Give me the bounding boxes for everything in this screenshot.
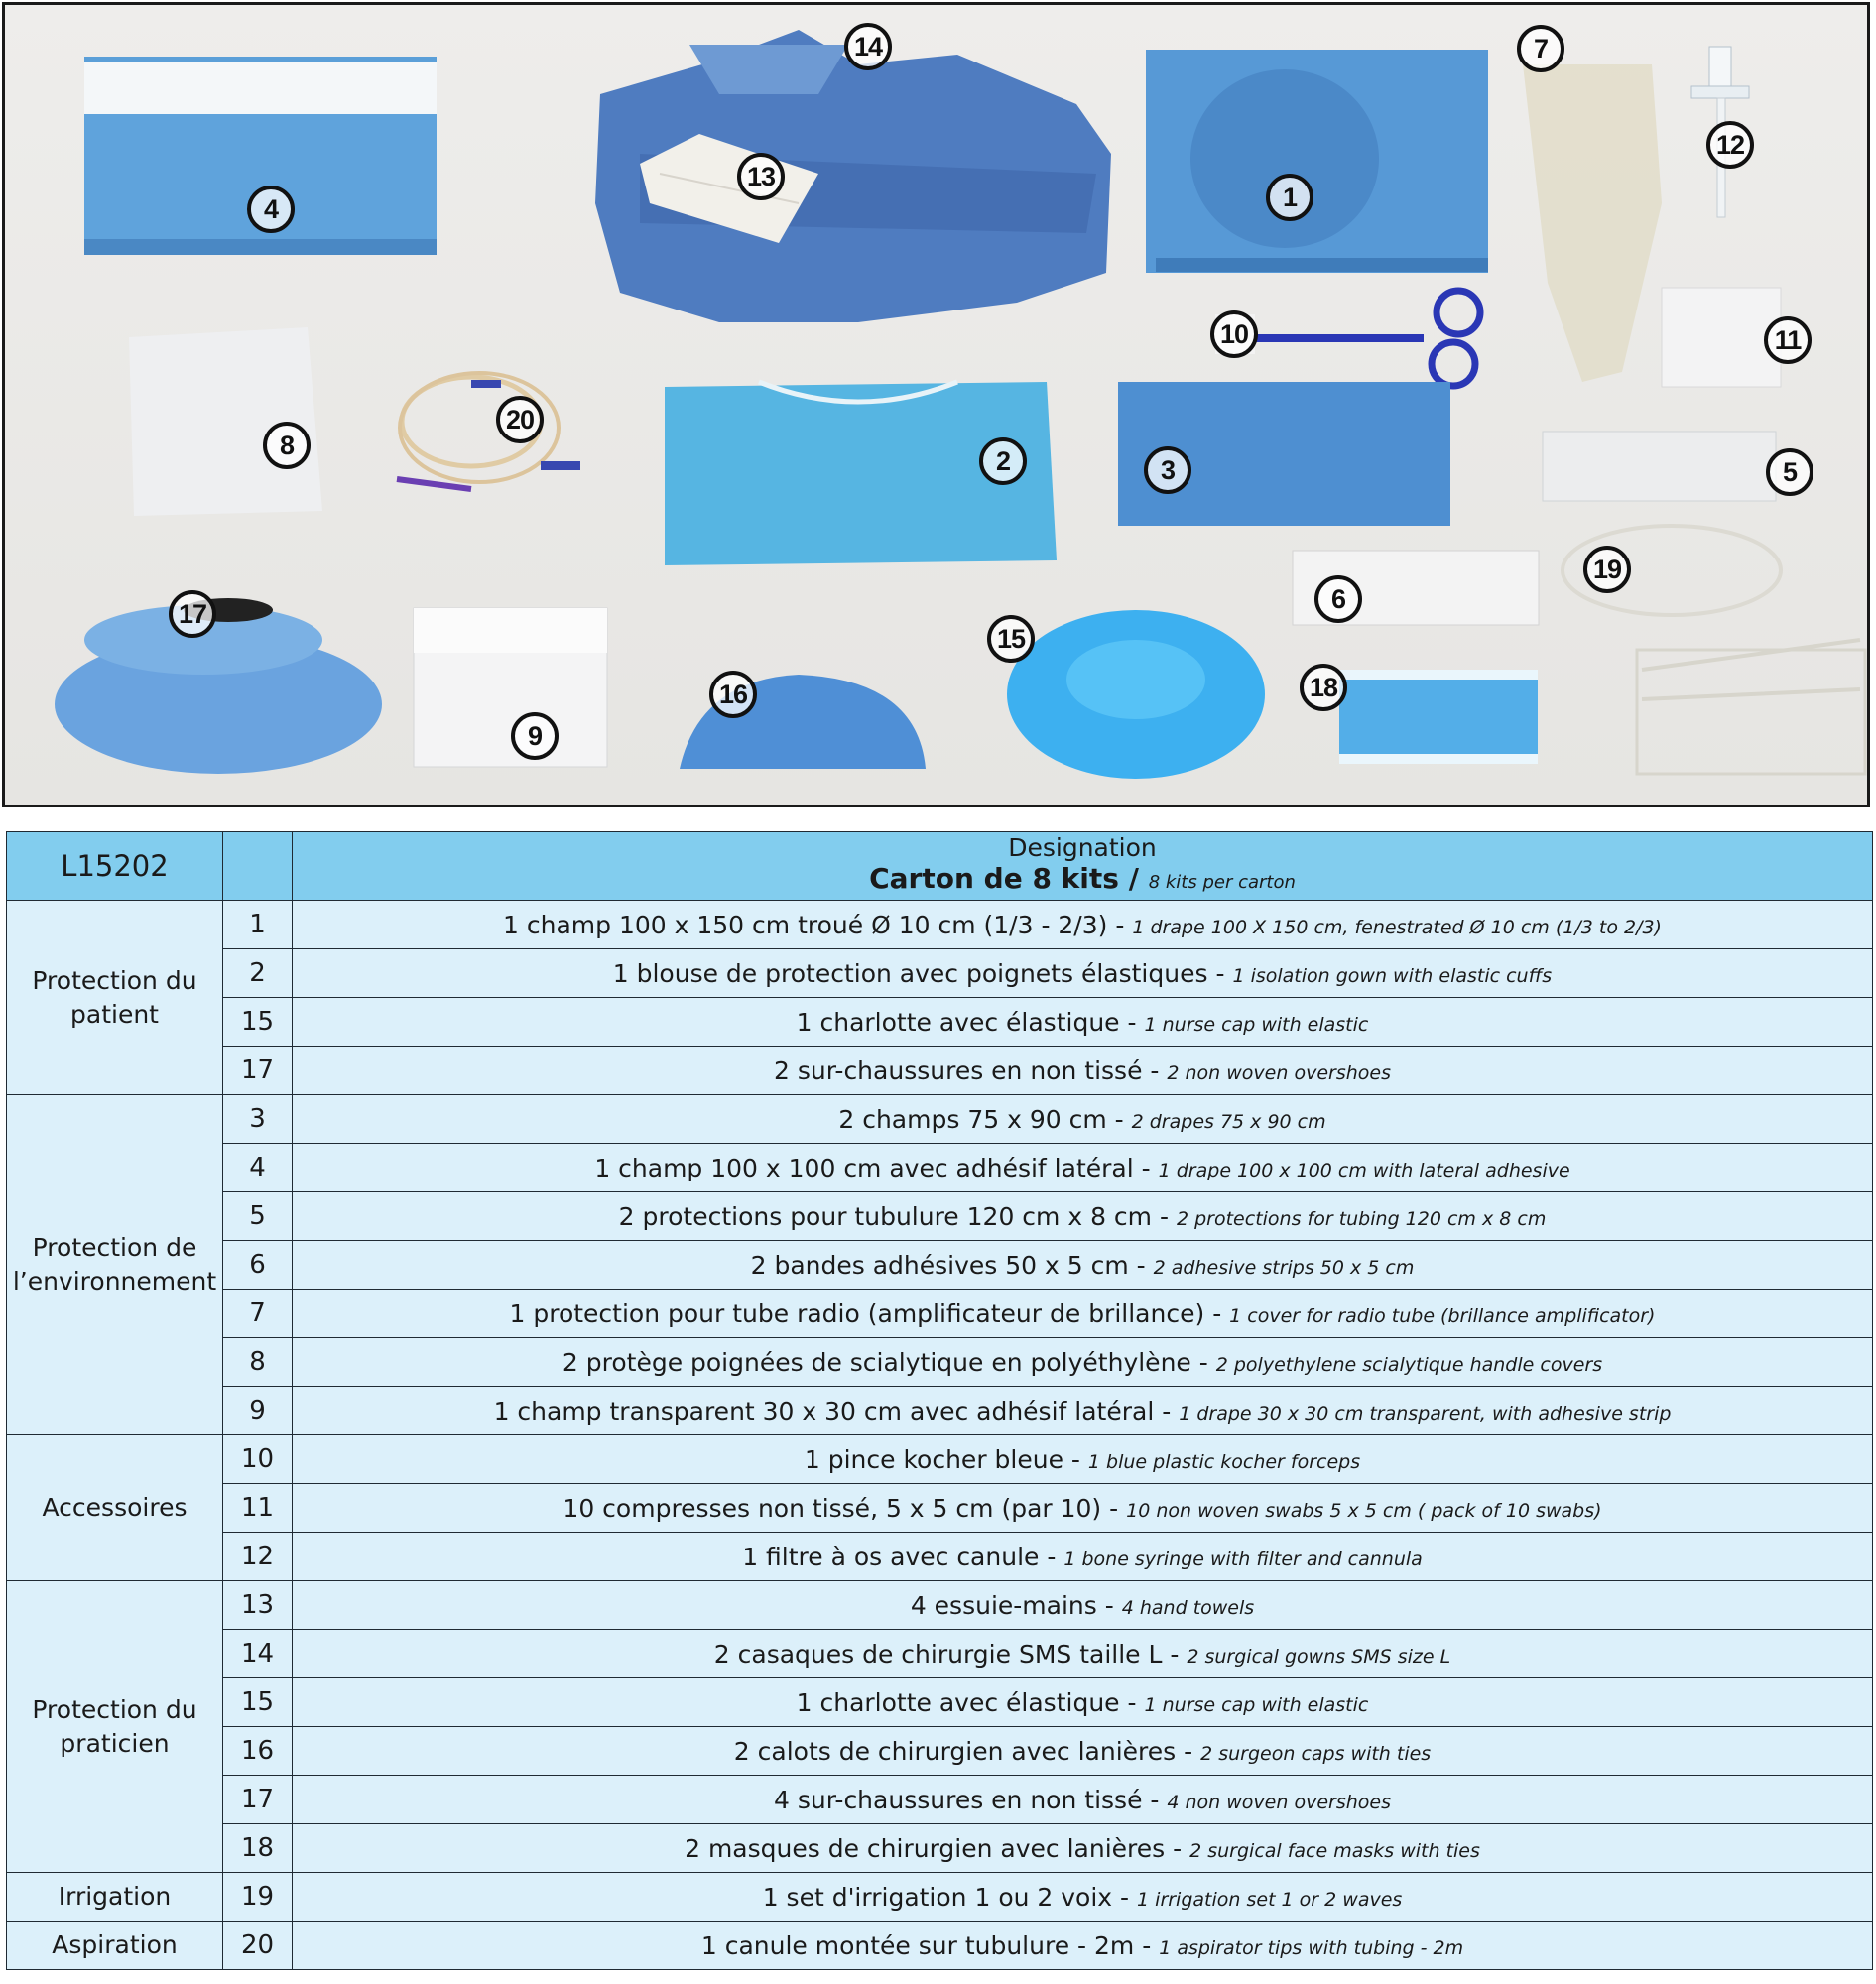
description-en: 2 surgical face masks with ties <box>1189 1839 1480 1862</box>
description-en: 2 non woven overshoes <box>1167 1061 1391 1084</box>
description-fr: 1 blouse de protection avec poignets élastiques <box>612 958 1208 988</box>
item-number: 12 <box>223 1533 293 1581</box>
description-fr: 2 casaques de chirurgie SMS taille L <box>713 1639 1163 1669</box>
item-description <box>293 1192 1873 1241</box>
item-number: 20 <box>223 1922 293 1970</box>
table-row <box>7 1144 1873 1192</box>
description-en: 2 surgeon caps with ties <box>1200 1742 1432 1765</box>
description-dash: - <box>1127 1687 1137 1717</box>
category-label: Protection du patient <box>7 901 223 1095</box>
item-description <box>293 1630 1873 1678</box>
category-label: Aspiration <box>7 1922 223 1970</box>
table-row <box>7 1922 1873 1970</box>
description-en: 1 blue plastic kocher forceps <box>1087 1450 1361 1473</box>
item-description <box>293 998 1873 1047</box>
item-aspiration-tubing <box>397 373 580 489</box>
table-row <box>7 1678 1873 1727</box>
description-dash: - <box>1120 1882 1130 1912</box>
item-badge: 10 <box>1210 310 1258 358</box>
table-row <box>7 1241 1873 1290</box>
item-badge: 20 <box>496 396 544 443</box>
item-number: 8 <box>223 1338 293 1387</box>
item-description <box>293 1581 1873 1630</box>
description-fr: 2 calots de chirurgien avec lanières <box>733 1736 1177 1766</box>
item-number: 4 <box>223 1144 293 1192</box>
description-dash: - <box>1184 1736 1193 1766</box>
item-number: 5 <box>223 1192 293 1241</box>
item-description <box>293 949 1873 998</box>
description-dash: - <box>1142 1930 1152 1960</box>
item-badge: 4 <box>247 186 295 233</box>
item-badge: 2 <box>979 437 1027 485</box>
item-description <box>293 1678 1873 1727</box>
description-dash: - <box>1127 1007 1137 1037</box>
table-row <box>7 1630 1873 1678</box>
description-fr: 1 canule montée sur tubulure - 2m <box>700 1930 1135 1960</box>
table-row <box>7 1581 1873 1630</box>
table-header-row <box>7 832 1873 901</box>
description-fr: 4 essuie-mains <box>910 1590 1097 1620</box>
table-row <box>7 1338 1873 1387</box>
description-fr: 1 champ 100 x 150 cm troué Ø 10 cm (1/3 - 2/3) <box>503 910 1108 939</box>
table-row <box>7 1047 1873 1095</box>
description-fr: 1 champ transparent 30 x 30 cm avec adhésif latéral <box>493 1396 1155 1426</box>
item-fenestrated-drape <box>1146 50 1488 273</box>
description-en: 2 drapes 75 x 90 cm <box>1131 1110 1326 1133</box>
table-row <box>7 1435 1873 1484</box>
description-fr: 2 sur-chaussures en non tissé <box>774 1055 1143 1085</box>
description-dash: - <box>1173 1833 1183 1863</box>
description-dash: - <box>1109 1493 1119 1523</box>
table-row <box>7 1290 1873 1338</box>
description-fr: 2 bandes adhésives 50 x 5 cm <box>750 1250 1129 1280</box>
description-dash: - <box>1104 1590 1114 1620</box>
item-description <box>293 1484 1873 1533</box>
table-row <box>7 949 1873 998</box>
item-number: 19 <box>223 1873 293 1922</box>
kit-contents-table <box>6 831 1873 1970</box>
description-dash: - <box>1212 1299 1222 1328</box>
item-number: 14 <box>223 1630 293 1678</box>
item-number: 17 <box>223 1776 293 1824</box>
item-description <box>293 1873 1873 1922</box>
description-en: 1 drape 100 X 150 cm, fenestrated Ø 10 cm (1/3 to 2/3) <box>1132 916 1662 938</box>
item-description <box>293 1435 1873 1484</box>
item-swabs <box>1662 288 1781 387</box>
item-description <box>293 1144 1873 1192</box>
table-row <box>7 1484 1873 1533</box>
designation-header <box>293 832 1873 901</box>
kit-code: L15202 <box>7 832 223 901</box>
item-number: 17 <box>223 1047 293 1095</box>
item-description <box>293 1776 1873 1824</box>
item-description <box>293 901 1873 949</box>
product-photo <box>2 2 1870 807</box>
description-fr: 2 protections pour tubulure 120 cm x 8 cm <box>618 1201 1153 1231</box>
item-number: 16 <box>223 1727 293 1776</box>
description-fr: 1 champ 100 x 100 cm avec adhésif latéral <box>594 1153 1134 1182</box>
item-badge: 3 <box>1144 446 1191 494</box>
table-row <box>7 998 1873 1047</box>
description-en: 2 polyethylene scialytique handle covers <box>1215 1353 1603 1376</box>
description-fr: 4 sur-chaussures en non tissé <box>774 1785 1143 1814</box>
description-dash: - <box>1150 1785 1160 1814</box>
description-fr: 1 set d'irrigation 1 ou 2 voix <box>762 1882 1113 1912</box>
item-badge: 15 <box>987 615 1035 663</box>
description-en: 1 isolation gown with elastic cuffs <box>1232 964 1553 987</box>
item-badge: 16 <box>709 671 757 718</box>
table-row <box>7 1824 1873 1873</box>
description-en: 1 cover for radio tube (brillance amplificator) <box>1229 1304 1656 1327</box>
description-dash: - <box>1047 1542 1057 1571</box>
item-badge: 7 <box>1517 25 1564 72</box>
item-number: 7 <box>223 1290 293 1338</box>
item-number: 11 <box>223 1484 293 1533</box>
description-en: 1 aspirator tips with tubing - 2m <box>1159 1936 1464 1959</box>
description-dash: - <box>1141 1153 1151 1182</box>
carton-info <box>293 863 1872 899</box>
description-dash: - <box>1150 1055 1160 1085</box>
description-en: 2 adhesive strips 50 x 5 cm <box>1153 1256 1415 1279</box>
item-number: 3 <box>223 1095 293 1144</box>
carton-en: 8 kits per carton <box>1148 872 1296 893</box>
description-en: 1 drape 100 x 100 cm with lateral adhesive <box>1158 1159 1570 1181</box>
item-number: 15 <box>223 1678 293 1727</box>
item-number: 1 <box>223 901 293 949</box>
description-en: 10 non woven swabs 5 x 5 cm ( pack of 10 swabs) <box>1126 1499 1602 1522</box>
item-badge: 9 <box>511 712 559 760</box>
description-en: 1 drape 30 x 30 cm transparent, with adhesive strip <box>1179 1402 1672 1425</box>
item-description <box>293 1824 1873 1873</box>
description-dash: - <box>1114 1104 1124 1134</box>
description-en: 4 non woven overshoes <box>1167 1791 1391 1813</box>
description-dash: - <box>1198 1347 1208 1377</box>
description-fr: 2 protège poignées de scialytique en polyéthylène <box>562 1347 1191 1377</box>
item-description <box>293 1387 1873 1435</box>
item-number: 15 <box>223 998 293 1047</box>
category-label: Irrigation <box>7 1873 223 1922</box>
description-dash: - <box>1070 1444 1080 1474</box>
description-en: 1 bone syringe with filter and cannula <box>1063 1548 1423 1570</box>
description-fr: 1 charlotte avec élastique <box>796 1687 1120 1717</box>
description-dash: - <box>1215 958 1225 988</box>
item-number: 18 <box>223 1824 293 1873</box>
item-description <box>293 1095 1873 1144</box>
item-overshoes <box>55 598 382 774</box>
item-badge: 11 <box>1764 316 1812 364</box>
description-dash: - <box>1136 1250 1146 1280</box>
description-fr: 2 champs 75 x 90 cm <box>838 1104 1107 1134</box>
item-badge: 5 <box>1766 448 1813 496</box>
table-row <box>7 1095 1873 1144</box>
item-badge: 8 <box>263 422 311 469</box>
category-label: Accessoires <box>7 1435 223 1581</box>
carton-separator: / <box>1128 862 1139 895</box>
item-badge: 1 <box>1266 174 1313 221</box>
description-en: 2 surgical gowns SMS size L <box>1187 1645 1451 1668</box>
item-badge: 12 <box>1706 121 1754 169</box>
category-label: Protection de l’environnement <box>7 1095 223 1435</box>
description-en: 2 protections for tubing 120 cm x 8 cm <box>1176 1207 1547 1230</box>
item-description <box>293 1047 1873 1095</box>
table-row <box>7 1533 1873 1581</box>
description-fr: 1 pince kocher bleue <box>804 1444 1063 1474</box>
item-transparent-drape <box>414 608 607 767</box>
item-tubing-protections <box>1543 432 1776 501</box>
item-badge: 14 <box>844 23 892 70</box>
table-row <box>7 901 1873 949</box>
item-number: 13 <box>223 1581 293 1630</box>
table-row <box>7 1727 1873 1776</box>
category-label: Protection du praticien <box>7 1581 223 1873</box>
table-row <box>7 1776 1873 1824</box>
description-fr: 1 filtre à os avec canule <box>742 1542 1040 1571</box>
item-badge: 19 <box>1583 546 1631 593</box>
item-number: 9 <box>223 1387 293 1435</box>
item-face-mask <box>1339 670 1538 764</box>
designation-title: Designation <box>1008 833 1157 862</box>
carton-fr: Carton de 8 kits <box>869 862 1119 895</box>
item-badge: 13 <box>737 153 785 200</box>
description-en: 1 nurse cap with elastic <box>1144 1693 1369 1716</box>
description-en: 4 hand towels <box>1121 1596 1255 1619</box>
item-nurse-cap <box>1007 610 1265 779</box>
item-badge: 17 <box>169 590 216 638</box>
description-fr: 1 protection pour tube radio (amplificateur de brillance) <box>509 1299 1205 1328</box>
table-row <box>7 1192 1873 1241</box>
table-row <box>7 1387 1873 1435</box>
description-fr: 10 compresses non tissé, 5 x 5 cm (par 10) <box>563 1493 1102 1523</box>
item-number: 2 <box>223 949 293 998</box>
item-number: 10 <box>223 1435 293 1484</box>
kit-illustration <box>5 5 1870 807</box>
description-fr: 1 charlotte avec élastique <box>796 1007 1120 1037</box>
item-badge: 6 <box>1314 575 1362 623</box>
description-dash: - <box>1160 1201 1170 1231</box>
description-en: 1 irrigation set 1 or 2 waves <box>1137 1888 1403 1911</box>
item-description <box>293 1290 1873 1338</box>
item-description <box>293 1241 1873 1290</box>
item-description <box>293 1922 1873 1970</box>
number-header <box>223 832 293 901</box>
item-description <box>293 1727 1873 1776</box>
table-row <box>7 1873 1873 1922</box>
table-body <box>7 901 1873 1970</box>
item-description <box>293 1533 1873 1581</box>
description-dash: - <box>1115 910 1125 939</box>
description-dash: - <box>1162 1396 1172 1426</box>
item-radio-tube-cover <box>1523 64 1662 382</box>
description-en: 1 nurse cap with elastic <box>1144 1013 1369 1036</box>
item-description <box>293 1338 1873 1387</box>
description-dash: - <box>1170 1639 1180 1669</box>
item-badge: 18 <box>1300 664 1347 711</box>
description-fr: 2 masques de chirurgien avec lanières <box>685 1833 1166 1863</box>
item-number: 6 <box>223 1241 293 1290</box>
